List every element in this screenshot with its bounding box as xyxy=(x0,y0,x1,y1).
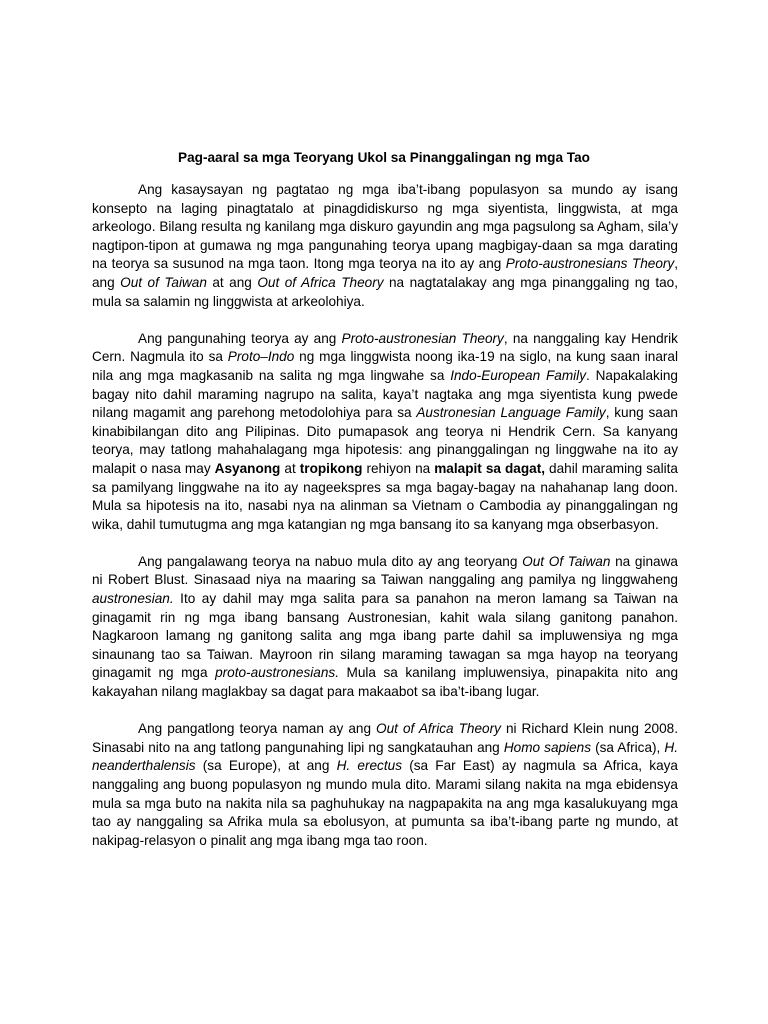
text-segment-italic: Homo sapiens xyxy=(503,739,592,755)
text-segment: na ginawa ni Robert Blust. Sinasaad niya na maaring sa Taiwan nanggaling ang pamilya ng linggwaheng xyxy=(92,553,678,588)
text-segment: Ang kasaysayan ng pagtatao ng mga iba’t-ibang populasyon sa mundo ay isang konsepto na laging pinagtatalo at pinagdidiskurso ng mga siyentista, linggwista, at mga arkeologo. Bilang resulta ng kanilang mga diskuro gayundin ang mga pagsulong sa Agham, sila’y nagtipon-tipon at gumawa ng mga pangunahing teorya upang magbigay-daan sa mga darating na teorya sa susunod na mga taon. Itong mga teorya na ito ay ang xyxy=(92,182,678,272)
text-segment: . Napakalaking bagay nito dahil maraming nagrupo na salita, kaya’t nagtaka ang mga siyentista kung pwede nilang magamit ang parehong metodolohiya para sa xyxy=(92,367,678,421)
text-segment-italic: Proto-austronesians Theory xyxy=(505,256,675,272)
text-segment: Ang pangunahing teorya ay ang xyxy=(138,330,342,346)
text-segment: , na nanggaling kay Hendrik Cern. Nagmula ito sa xyxy=(92,330,678,365)
text-segment: ni Richard Klein nung 2008. Sinasabi nito na ang tatlong pangunahing lipi ng sangkatauhan ang xyxy=(92,721,678,755)
document-body xyxy=(92,181,678,850)
text-segment: Ito ay dahil may mga salita para sa panahon na meron lamang sa Taiwan na ginagamit rin ng mga ibang bansang Austronesian, kahit wala silang ganitong panahon. Nagkaroon lamang ng ganitong salita ang mga ibang parte dahil sa impluwensiya ng mga sinaunang tao sa Taiwan. Mayroon rin silang maraming tawagan sa mga hayop na teoryang ginagamit ng mga xyxy=(92,591,678,681)
text-segment-italic: Indo-European Family xyxy=(450,367,587,383)
text-segment: rehiyon na xyxy=(362,460,435,476)
text-segment-bold: tropikong xyxy=(299,460,363,476)
text-segment-italic: proto-austronesians. xyxy=(215,665,339,681)
text-segment: Ang pangatlong teorya naman ay ang xyxy=(138,721,377,737)
text-segment-italic: H. erectus xyxy=(336,758,402,774)
text-segment: Ang pangalawang teorya na nabuo mula dito ay ang teoryang xyxy=(138,553,523,569)
text-segment-italic: Out Of Taiwan xyxy=(522,553,611,569)
text-segment-italic: Proto-austronesian Theory xyxy=(341,330,504,346)
paragraph-3 xyxy=(92,553,678,702)
paragraph-4 xyxy=(92,720,678,850)
document-title: Pag-aaral sa mga Teoryang Ukol sa Pinanggalingan ng mga Tao xyxy=(178,150,590,165)
text-segment: (sa Europe), at ang xyxy=(195,758,337,774)
text-segment-italic: Out of Africa Theory xyxy=(257,274,384,290)
text-segment: , ang xyxy=(92,256,678,290)
paragraph-2 xyxy=(92,330,678,535)
text-segment-italic: austronesian. xyxy=(92,591,174,607)
text-segment-bold: malapit sa dagat, xyxy=(434,460,546,476)
text-segment: at xyxy=(280,460,300,476)
text-segment: , kung saan kinabibilangan dito ang Pilipinas. Dito pumapasok ang teorya ni Hendrik Cern. Sa kanyang teorya, may tatlong mahahalagang mga hipotesis: ang pinanggalingan ng linggwahe na ito ay malapit o nasa may xyxy=(92,405,678,476)
text-segment: na nagtatalakay ang mga pinanggaling ng tao, mula sa salamin ng linggwista at arkeolohiya. xyxy=(92,274,679,309)
text-segment: (sa Far East) ay nagmula sa Africa, kaya nanggaling ang buong populasyon ng mundo mula dito. Marami silang nakita na mga ebidensya mula sa mga buto na nakita nila sa paghuhukay na nagpapakita na ang mga kasalukuyang mga tao ay nanggaling sa Afrika mula sa ebolusyon, at pumunta sa iba’t-ibang parte ng mundo, at nakipag-relasyon o pinalit ang mga ibang mga tao roon. xyxy=(92,758,678,848)
text-segment-italic: Austronesian Language Family xyxy=(416,405,606,421)
text-segment-italic: Proto–Indo xyxy=(227,349,295,365)
paragraph-1 xyxy=(92,181,678,311)
text-segment-italic: H. neanderthalensis xyxy=(92,739,678,774)
text-segment: (sa Africa), xyxy=(591,739,665,755)
text-segment-italic: Out of Taiwan xyxy=(120,274,207,290)
text-segment-bold: Asyanong xyxy=(214,460,281,476)
text-segment: at ang xyxy=(206,274,258,290)
text-segment-italic: Out of Africa Theory xyxy=(376,721,501,737)
text-segment: dahil maraming salita sa pamilyang linggwahe na ito ay nageekspres sa mga bagay-bagay na nahahanap lang doon. Mula sa hipotesis na ito, nasabi nya na alinman sa Vietnam o Cambodia ay pinanggalingan ng wika, dahil tumutugma ang mga katangian ng mga bansang ito sa kanyang mga obserbasyon. xyxy=(92,460,678,532)
text-segment: Mula sa kanilang impluwensiya, pinapakita nito ang kakayahan nilang maglakbay sa dagat para makaabot sa iba’t-ibang lugar. xyxy=(92,665,679,700)
text-segment: ng mga linggwista noong ika-19 na siglo, na kung saan inaral nila ang mga magkasanib na salita ng mga lingwahe sa xyxy=(92,349,678,383)
